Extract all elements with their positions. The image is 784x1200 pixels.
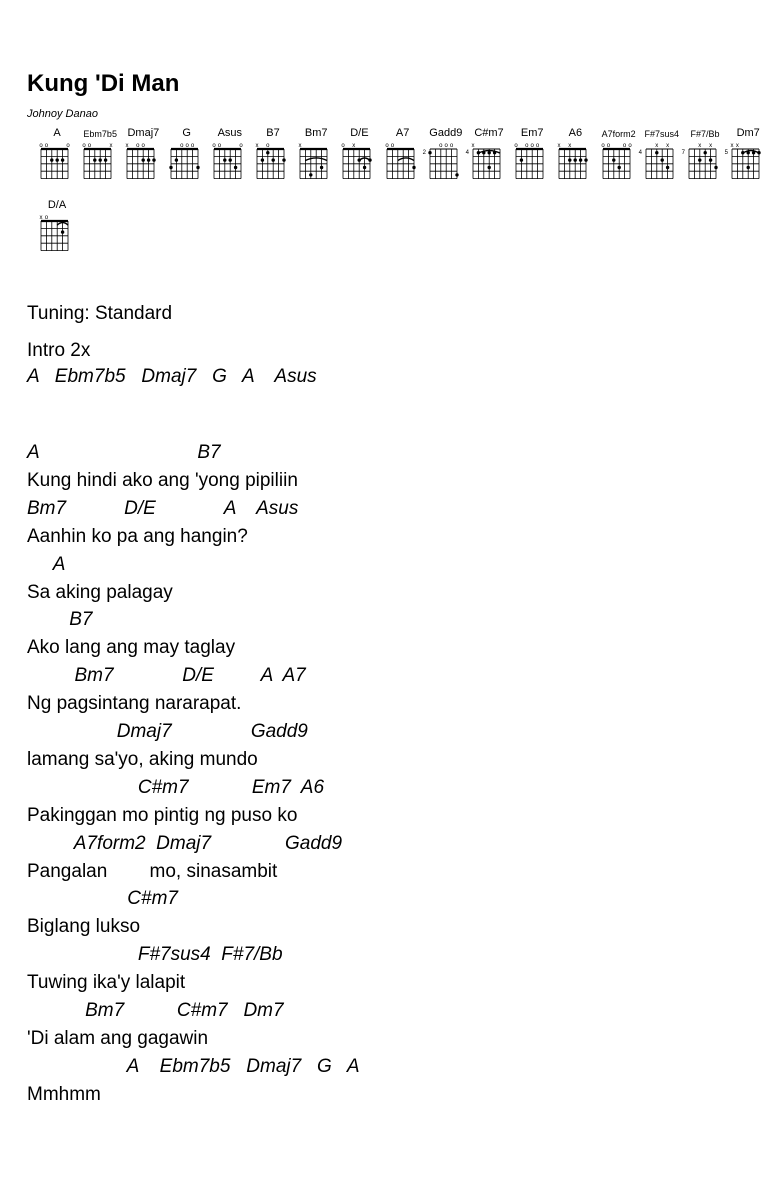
finger-dot bbox=[520, 158, 523, 161]
chord-diagram-name: A bbox=[53, 127, 61, 139]
finger-dot bbox=[488, 166, 491, 169]
chord-diagram-name: A6 bbox=[568, 127, 583, 139]
finger-dot bbox=[266, 151, 269, 154]
finger-dot bbox=[169, 166, 172, 169]
lyric-line: Pangalan mo, sinasambit bbox=[27, 860, 278, 882]
finger-dot bbox=[655, 151, 658, 154]
finger-dot bbox=[61, 158, 64, 161]
chord-diagram-em7 bbox=[510, 127, 558, 187]
chord-diagram-name: Em7 bbox=[520, 127, 544, 139]
open-string-marker: o bbox=[39, 143, 43, 149]
chord-grid bbox=[424, 139, 470, 187]
lyric-line: Ako lang ang may taglay bbox=[27, 637, 236, 659]
finger-dot bbox=[142, 158, 145, 161]
chord-line: F#7sus4 F#7/Bb bbox=[27, 944, 283, 966]
lyric-line: 'Di alam ang gagawin bbox=[27, 1027, 209, 1049]
finger-dot bbox=[747, 166, 750, 169]
finger-dot bbox=[704, 151, 707, 154]
muted-string-marker: x bbox=[255, 143, 259, 149]
chord-grid bbox=[640, 139, 686, 187]
muted-string-marker: x bbox=[125, 143, 129, 149]
chord-diagram-name: C#m7 bbox=[474, 127, 504, 139]
finger-dot bbox=[482, 151, 485, 154]
muted-string-marker: x bbox=[736, 143, 740, 149]
finger-dot bbox=[93, 158, 96, 161]
open-string-marker: o bbox=[179, 143, 184, 149]
finger-dot bbox=[412, 166, 415, 169]
open-string-marker: o bbox=[66, 143, 70, 149]
song-title: Kung 'Di Man bbox=[27, 70, 180, 97]
chord-diagram-dmaj7 bbox=[121, 127, 169, 187]
chord-diagram-name: G bbox=[182, 127, 191, 139]
chord-diagram-f-7sus4 bbox=[640, 127, 688, 187]
finger-dot bbox=[99, 158, 102, 161]
muted-string-marker: x bbox=[557, 143, 561, 149]
open-string-marker: o bbox=[239, 143, 243, 149]
finger-dot bbox=[568, 158, 571, 161]
finger-dot bbox=[147, 158, 150, 161]
chord-diagram-a7form2 bbox=[597, 127, 645, 187]
open-string-marker: o bbox=[530, 143, 535, 149]
chord-diagram-name: A7 bbox=[395, 127, 410, 139]
open-string-marker: o bbox=[525, 143, 529, 149]
open-string-marker: o bbox=[44, 215, 49, 221]
tuning-label: Tuning: Standard bbox=[27, 303, 173, 324]
chord-diagram-gadd9 bbox=[424, 127, 472, 187]
open-string-marker: o bbox=[266, 143, 270, 149]
lyric-line: Biglang lukso bbox=[27, 916, 141, 938]
lyric-line: Mmhmm bbox=[27, 1083, 101, 1105]
finger-dot bbox=[261, 158, 264, 161]
chord-line: B7 bbox=[27, 609, 93, 631]
chord-grid bbox=[597, 139, 643, 187]
chord-diagram-ebm7b5 bbox=[78, 127, 126, 187]
finger-dot bbox=[488, 151, 491, 154]
open-string-marker: o bbox=[87, 143, 92, 149]
muted-string-marker: x bbox=[655, 143, 659, 149]
chord-diagram-name: F#7sus4 bbox=[644, 129, 680, 139]
finger-dot bbox=[104, 158, 107, 161]
open-string-marker: o bbox=[185, 143, 189, 149]
chord-diagram-name: Gadd9 bbox=[429, 127, 463, 139]
muted-string-marker: x bbox=[665, 143, 669, 149]
intro-label: Intro 2x bbox=[27, 340, 91, 361]
open-string-marker: o bbox=[390, 143, 394, 149]
finger-dot bbox=[363, 166, 366, 169]
open-string-marker: o bbox=[44, 143, 49, 149]
chord-line: A bbox=[27, 553, 66, 575]
finger-dot bbox=[234, 166, 237, 169]
chord-line: Bm7 C#m7 Dm7 bbox=[27, 1000, 284, 1021]
finger-dot bbox=[455, 173, 458, 176]
chord-diagram-dm7 bbox=[726, 127, 774, 187]
muted-string-marker: x bbox=[730, 143, 734, 149]
finger-dot bbox=[223, 158, 226, 161]
finger-dot bbox=[612, 158, 615, 161]
muted-string-marker: x bbox=[298, 143, 302, 149]
lyric-line: Pakinggan mo pintig ng puso ko bbox=[27, 804, 298, 826]
finger-dot bbox=[666, 166, 669, 169]
finger-dot bbox=[741, 151, 744, 154]
chord-diagram-asus bbox=[208, 127, 256, 187]
chord-diagram-b7 bbox=[251, 127, 299, 187]
chord-diagram-name: D/A bbox=[47, 199, 67, 211]
finger-dot bbox=[714, 166, 717, 169]
intro-chords: A Ebm7b5 Dmaj7 G A Asus bbox=[27, 366, 317, 387]
open-string-marker: o bbox=[606, 143, 610, 149]
chord-diagram-name: Dm7 bbox=[736, 127, 760, 139]
open-string-marker: o bbox=[190, 143, 194, 149]
chord-line: A B7 bbox=[27, 442, 221, 463]
chord-diagram-name: D/E bbox=[350, 127, 369, 139]
chord-diagram-bm7 bbox=[294, 127, 342, 187]
fret-number: 7 bbox=[681, 150, 685, 157]
finger-dot bbox=[428, 151, 431, 154]
finger-dot bbox=[747, 151, 750, 154]
open-string-marker: o bbox=[536, 143, 540, 149]
finger-dot bbox=[358, 158, 361, 161]
open-string-marker: o bbox=[622, 143, 626, 149]
chord-diagram-name: F#7/Bb bbox=[690, 129, 720, 139]
finger-dot bbox=[574, 158, 577, 161]
chord-grid bbox=[510, 139, 556, 187]
lyric-line: Kung hindi ako ang 'yong pipiliin bbox=[27, 469, 298, 491]
chord-diagram-name: Ebm7b5 bbox=[83, 129, 117, 139]
chord-grid bbox=[553, 139, 599, 187]
open-string-marker: o bbox=[212, 143, 216, 149]
open-string-marker: o bbox=[141, 143, 146, 149]
muted-string-marker: x bbox=[109, 143, 113, 149]
finger-dot bbox=[752, 151, 755, 154]
finger-dot bbox=[56, 158, 59, 161]
chord-grid bbox=[251, 139, 297, 187]
muted-string-marker: x bbox=[698, 143, 702, 149]
chord-diagram-a6 bbox=[553, 127, 601, 187]
open-string-marker: o bbox=[449, 143, 454, 149]
finger-dot bbox=[282, 158, 285, 161]
chord-line: A Ebm7b5 Dmaj7 G A bbox=[27, 1055, 360, 1077]
chord-diagram-name: Asus bbox=[217, 127, 243, 139]
finger-dot bbox=[369, 158, 372, 161]
open-string-marker: o bbox=[82, 143, 86, 149]
barre-arc bbox=[397, 158, 413, 161]
finger-dot bbox=[660, 158, 663, 161]
chord-diagram-f-7-bb bbox=[683, 127, 731, 187]
muted-string-marker: x bbox=[471, 143, 475, 149]
lyric-line: Ng pagsintang nararapat. bbox=[27, 693, 242, 715]
chord-grid bbox=[337, 139, 383, 187]
finger-dot bbox=[477, 151, 480, 154]
finger-dot bbox=[757, 151, 760, 154]
chord-grid bbox=[165, 139, 211, 187]
open-string-marker: o bbox=[438, 143, 443, 149]
open-string-marker: o bbox=[514, 143, 518, 149]
muted-string-marker: x bbox=[568, 143, 572, 149]
lyric-line: Aanhin ko pa ang hangin? bbox=[27, 525, 248, 547]
finger-dot bbox=[585, 158, 588, 161]
song-artist: Johnoy Danao bbox=[27, 108, 98, 120]
chord-grid bbox=[467, 139, 513, 187]
finger-dot bbox=[709, 158, 712, 161]
muted-string-marker: x bbox=[39, 215, 43, 221]
chord-line: Bm7 D/E A Asus bbox=[27, 497, 299, 519]
open-string-marker: o bbox=[136, 143, 140, 149]
finger-dot bbox=[228, 158, 231, 161]
chord-grid bbox=[294, 139, 340, 187]
finger-dot bbox=[153, 158, 156, 161]
chord-diagram-name: Dmaj7 bbox=[127, 127, 160, 139]
chord-diagram-name: Bm7 bbox=[304, 127, 328, 139]
chord-grid bbox=[726, 139, 772, 187]
fret-number: 4 bbox=[465, 150, 469, 157]
chord-grid bbox=[121, 139, 167, 187]
chord-diagram-c-m7 bbox=[467, 127, 515, 187]
open-string-marker: o bbox=[384, 143, 389, 149]
chord-diagram-d-e bbox=[337, 127, 385, 187]
fret-number: 2 bbox=[422, 150, 426, 157]
chord-grid bbox=[78, 139, 124, 187]
open-string-marker: o bbox=[341, 143, 346, 149]
chord-diagram-a bbox=[35, 127, 83, 187]
open-string-marker: o bbox=[600, 143, 605, 149]
finger-dot bbox=[617, 166, 620, 169]
chord-diagram-g bbox=[165, 127, 213, 187]
chord-grid bbox=[35, 139, 81, 187]
chord-diagram-name: B7 bbox=[266, 127, 280, 139]
chord-diagram-d-a bbox=[35, 199, 83, 259]
fret-number: 5 bbox=[724, 150, 729, 157]
chord-line: C#m7 Em7 A6 bbox=[27, 776, 325, 798]
finger-dot bbox=[272, 158, 275, 161]
finger-dot bbox=[579, 158, 582, 161]
chord-line: Bm7 D/E A A7 bbox=[27, 665, 306, 687]
chord-grid bbox=[683, 139, 729, 187]
open-string-marker: o bbox=[217, 143, 221, 149]
finger-dot bbox=[320, 166, 323, 169]
chord-line: Dmaj7 Gadd9 bbox=[27, 721, 308, 742]
chord-grid bbox=[35, 211, 81, 259]
lyric-line: Sa aking palagay bbox=[27, 581, 173, 603]
finger-dot bbox=[309, 173, 312, 176]
open-string-marker: o bbox=[444, 143, 448, 149]
chord-line: C#m7 bbox=[27, 888, 178, 910]
chord-line: A7form2 Dmaj7 Gadd9 bbox=[27, 832, 343, 854]
open-string-marker: o bbox=[627, 143, 632, 149]
finger-dot bbox=[196, 166, 199, 169]
finger-dot bbox=[698, 158, 701, 161]
barre-arc bbox=[743, 151, 759, 154]
finger-dot bbox=[50, 158, 53, 161]
chord-grid bbox=[208, 139, 254, 187]
finger-dot bbox=[174, 158, 177, 161]
muted-string-marker: x bbox=[352, 143, 356, 149]
finger-dot bbox=[493, 151, 496, 154]
lyric-line: lamang sa'yo, aking mundo bbox=[27, 748, 258, 770]
chord-diagram-name: A7form2 bbox=[601, 129, 636, 139]
lyric-line: Tuwing ika'y lalapit bbox=[27, 972, 186, 994]
fret-number: 4 bbox=[638, 150, 642, 157]
chord-grid bbox=[381, 139, 427, 187]
finger-dot bbox=[61, 230, 64, 233]
chord-diagram-a7 bbox=[381, 127, 429, 187]
muted-string-marker: x bbox=[709, 143, 713, 149]
